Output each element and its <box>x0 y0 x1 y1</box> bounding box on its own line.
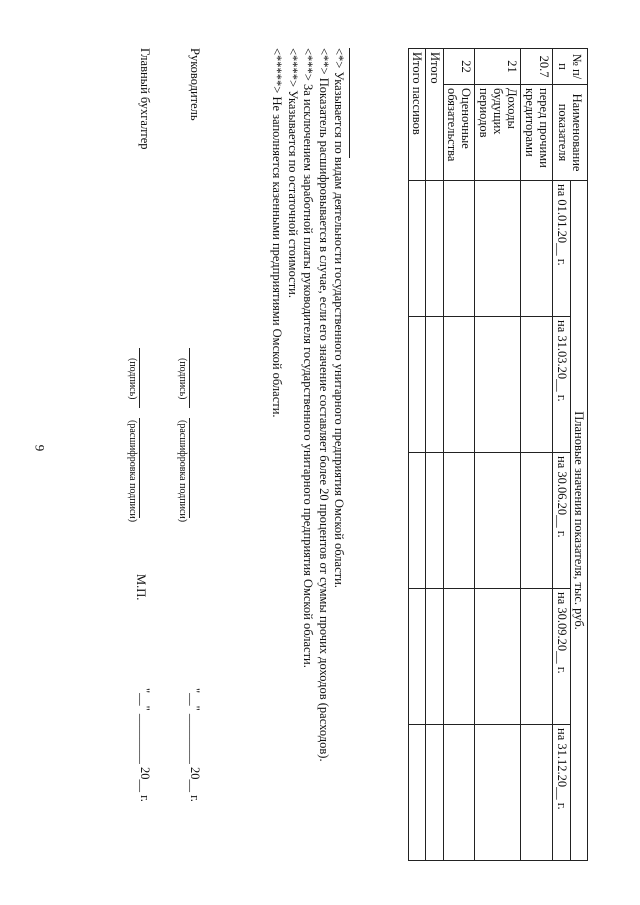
value-cell[interactable] <box>426 317 443 453</box>
footnote-1: <*> Указывается по видам деятельности государственного унитарного предприятия Омской области. <box>332 48 346 588</box>
row-name: Оценочные обязательства <box>443 85 475 181</box>
plan-indicators-table <box>408 48 588 861</box>
head-role-label: Руководитель <box>188 48 202 121</box>
value-cell[interactable] <box>521 589 553 725</box>
rotated-page-content <box>68 26 588 871</box>
value-cell[interactable] <box>426 453 443 589</box>
value-cell[interactable] <box>475 453 521 589</box>
value-cell[interactable] <box>443 317 475 453</box>
row-name: Доходы будущих периодов <box>475 85 521 181</box>
value-cell[interactable] <box>443 725 475 861</box>
head-decode-caption: (расшифровка подписи) <box>177 420 188 523</box>
accountant-sign-line[interactable] <box>139 348 140 408</box>
row-name: Итого пассивов <box>408 49 425 181</box>
row-num: 20.7 <box>521 49 553 85</box>
value-cell[interactable] <box>408 317 425 453</box>
header-plan: Плановые значения показателя, тыс. руб. <box>570 181 587 861</box>
value-cell[interactable] <box>426 589 443 725</box>
accountant-role-label: Главный бухгалтер <box>138 48 152 150</box>
footnote-divider <box>349 48 350 158</box>
footnote-3: <***> За исключением заработной платы руководителя государственного унитарного предприятия Омской области. <box>301 48 316 668</box>
value-cell[interactable] <box>408 725 425 861</box>
header-period-3: на 30.06.20__ г. <box>553 453 570 589</box>
value-cell[interactable] <box>475 317 521 453</box>
accountant-signature-block <box>122 48 152 848</box>
value-cell[interactable] <box>521 317 553 453</box>
table-row <box>443 49 475 861</box>
value-cell[interactable] <box>475 589 521 725</box>
value-cell[interactable] <box>443 589 475 725</box>
row-num: 21 <box>475 49 521 85</box>
value-cell[interactable] <box>521 181 553 317</box>
footnote-4: <****> Указывается по остаточной стоимости. <box>285 48 300 298</box>
value-cell[interactable] <box>408 181 425 317</box>
header-period-2: на 31.03.20__ г. <box>553 317 570 453</box>
row-name: перед прочими кредиторами <box>521 85 553 181</box>
accountant-date[interactable]: "__" ________ 20__ г. <box>138 688 152 802</box>
value-cell[interactable] <box>408 453 425 589</box>
value-cell[interactable] <box>426 725 443 861</box>
header-period-5: на 31.12.20__ г. <box>553 725 570 861</box>
value-cell[interactable] <box>521 453 553 589</box>
footnote-5: <*****> Не заполняется казенными предприятиями Омской области. <box>270 48 285 418</box>
accountant-sign-caption: (подпись) <box>127 358 138 400</box>
value-cell[interactable] <box>521 725 553 861</box>
page-number: 9 <box>32 444 48 452</box>
header-name: Наименование показателя <box>553 85 588 181</box>
footnotes <box>269 48 350 848</box>
head-date[interactable]: "__" ________ 20__ г. <box>188 688 202 802</box>
header-num: № п/п <box>553 49 588 85</box>
table-row <box>475 49 521 861</box>
head-signature-block <box>172 48 202 848</box>
row-num: 22 <box>443 49 475 85</box>
head-sign-line[interactable] <box>189 348 190 408</box>
value-cell[interactable] <box>443 181 475 317</box>
head-decode-line[interactable] <box>189 418 190 518</box>
table-row <box>408 49 425 861</box>
value-cell[interactable] <box>408 589 425 725</box>
head-sign-caption: (подпись) <box>177 358 188 400</box>
accountant-decode-line[interactable] <box>139 418 140 518</box>
header-period-4: на 30.09.20__ г. <box>553 589 570 725</box>
table-row <box>426 49 443 861</box>
value-cell[interactable] <box>475 725 521 861</box>
stamp-label: М.П. <box>134 574 148 601</box>
accountant-decode-caption: (расшифровка подписи) <box>127 420 138 523</box>
table-row <box>521 49 553 861</box>
row-name: Итого <box>426 49 443 181</box>
value-cell[interactable] <box>443 453 475 589</box>
header-period-1: на 01.01.20__ г. <box>553 181 570 317</box>
footnote-2: <**> Показатель расшифровывается в случае, если его значение составляет более 20 процентов от суммы прочих доходов (расходов). <box>316 48 331 762</box>
value-cell[interactable] <box>426 181 443 317</box>
value-cell[interactable] <box>475 181 521 317</box>
